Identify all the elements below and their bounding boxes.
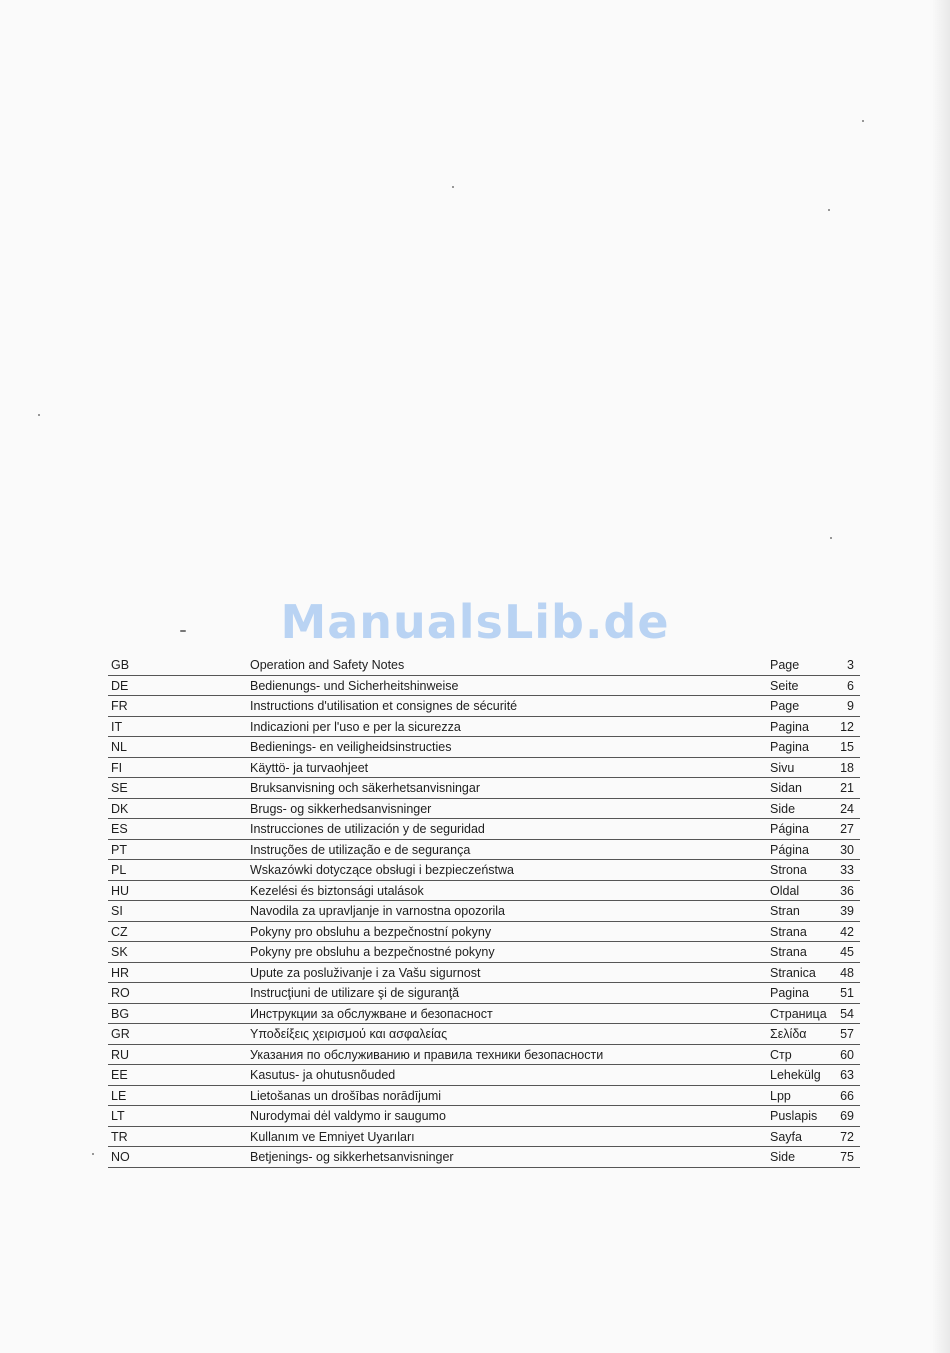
language-code: SE	[111, 781, 128, 795]
language-code: LE	[111, 1088, 127, 1103]
page-label: Page	[770, 699, 800, 713]
page-label: Pagina	[770, 719, 809, 734]
section-title: Operation and Safety Notes	[250, 658, 405, 672]
page-number: 57	[840, 1027, 854, 1041]
section-title: Instrucciones de utilización y de seguridad	[250, 822, 485, 836]
scan-speck	[830, 537, 832, 539]
page-number: 30	[840, 842, 854, 857]
section-title: Bedienungs- und Sicherheitshinweise	[250, 678, 459, 693]
page-number: 66	[840, 1088, 854, 1103]
language-code: ES	[111, 822, 128, 836]
page-label: Sivu	[770, 760, 795, 775]
toc-row	[108, 1004, 860, 1025]
language-code: LT	[111, 1109, 125, 1123]
section-title: Betjenings- og sikkerhetsanvisninger	[250, 1150, 454, 1164]
toc-row	[108, 963, 860, 984]
language-code: NL	[111, 740, 127, 754]
section-title: Pokyny pro obsluhu a bezpečnostní pokyny	[250, 924, 492, 939]
section-title: Bruksanvisning och säkerhetsanvisningar	[250, 781, 480, 795]
section-title: Indicazioni per l'uso e per la sicurezza	[250, 719, 461, 734]
toc-row	[108, 840, 860, 861]
page-number: 6	[847, 678, 854, 693]
page-label: Puslapis	[770, 1109, 818, 1123]
page-number: 51	[840, 986, 854, 1000]
page-number: 60	[840, 1047, 854, 1062]
section-title: Brugs- og sikkerhedsanvisninger	[250, 801, 432, 816]
page-number: 69	[840, 1109, 854, 1123]
toc-row	[108, 778, 860, 799]
language-code: GB	[111, 658, 130, 672]
page-label: Lpp	[770, 1088, 791, 1103]
language-code: FR	[111, 699, 128, 713]
page-label: Seite	[770, 678, 799, 693]
toc-row	[108, 922, 860, 943]
page-number: 27	[840, 822, 854, 836]
page-label: Strana	[770, 924, 807, 939]
language-code: SK	[111, 945, 128, 959]
section-title: Wskazówki dotyczące obsługi i bezpieczeństwa	[250, 863, 515, 877]
page-number: 72	[840, 1129, 854, 1144]
language-code: DE	[111, 678, 129, 693]
toc-row	[108, 655, 860, 676]
page-number: 12	[840, 719, 854, 734]
page-number: 45	[840, 945, 854, 959]
toc-row	[108, 737, 860, 758]
scan-speck	[828, 209, 830, 211]
language-code: PL	[111, 863, 127, 877]
language-code: FI	[111, 760, 123, 775]
page-number: 24	[840, 801, 854, 816]
language-code: HU	[111, 883, 130, 898]
scan-edge-shading	[932, 0, 950, 1353]
language-code: CZ	[111, 924, 128, 939]
page-label: Página	[770, 842, 809, 857]
toc-row	[108, 799, 860, 820]
page-label: Side	[770, 1150, 796, 1164]
page-label: Pagina	[770, 986, 809, 1000]
section-title: Kasutus- ja ohutusnõuded	[250, 1068, 396, 1082]
toc-row	[108, 676, 860, 697]
page-number: 9	[847, 699, 854, 713]
page-label: Lehekülg	[770, 1068, 821, 1082]
page-number: 21	[840, 781, 854, 795]
page-label: Pagina	[770, 740, 809, 754]
page-label: Página	[770, 822, 809, 836]
page-label: Side	[770, 801, 796, 816]
toc-row	[108, 758, 860, 779]
table-of-contents	[108, 655, 860, 1168]
section-title: Kezelési és biztonsági utalások	[250, 883, 424, 898]
section-title: Instruções de utilização e de segurança	[250, 842, 471, 857]
scan-speck	[862, 120, 864, 122]
language-code: PT	[111, 842, 127, 857]
page-number: 18	[840, 760, 854, 775]
page-number: 33	[840, 863, 854, 877]
page-number: 54	[840, 1006, 854, 1021]
toc-row	[108, 1106, 860, 1127]
language-code: RU	[111, 1047, 130, 1062]
language-code: HR	[111, 965, 130, 980]
toc-row	[108, 942, 860, 963]
scan-speck	[38, 414, 40, 416]
section-title: Instructions d'utilisation et consignes de sécurité	[250, 699, 518, 713]
page-label: Oldal	[770, 883, 800, 898]
section-title: Инструкции за обслужване и безопасност	[250, 1006, 493, 1021]
section-title: Navodila za upravljanje in varnostna opozorila	[250, 904, 506, 918]
section-title: Pokyny pre obsluhu a bezpečnostné pokyny	[250, 945, 495, 959]
section-title: Υποδείξεις χειρισμού και ασφαλείας	[250, 1027, 448, 1041]
page-label: Σελίδα	[770, 1027, 807, 1041]
page-label: Stran	[770, 904, 800, 918]
page-label: Page	[770, 658, 800, 672]
section-title: Lietošanas un drošības norādījumi	[250, 1088, 442, 1103]
section-title: Указания по обслуживанию и правила техники безопасности	[250, 1047, 604, 1062]
page-label: Sidan	[770, 781, 802, 795]
toc-row	[108, 1065, 860, 1086]
toc-row	[108, 696, 860, 717]
page-label: Strona	[770, 863, 807, 877]
page-label: Strana	[770, 945, 807, 959]
page-label: Stranica	[770, 965, 816, 980]
language-code: TR	[111, 1129, 128, 1144]
page-number: 15	[840, 740, 854, 754]
language-code: RO	[111, 986, 130, 1000]
page-number: 75	[840, 1150, 854, 1164]
section-title: Käyttö- ja turvaohjeet	[250, 760, 369, 775]
toc-row	[108, 860, 860, 881]
page-label: Стр	[770, 1047, 792, 1062]
toc-row	[108, 1086, 860, 1107]
watermark: ManualsLib.de	[280, 595, 670, 649]
section-title: Instrucţiuni de utilizare şi de siguranţă	[250, 986, 460, 1000]
toc-row	[108, 1147, 860, 1168]
toc-row	[108, 1127, 860, 1148]
toc-row	[108, 819, 860, 840]
language-code: IT	[111, 719, 123, 734]
language-code: NO	[111, 1150, 130, 1164]
page-number: 39	[840, 904, 854, 918]
toc-row	[108, 1024, 860, 1045]
page-number: 63	[840, 1068, 854, 1082]
toc-row	[108, 901, 860, 922]
language-code: GR	[111, 1027, 130, 1041]
page-number: 36	[840, 883, 854, 898]
toc-row	[108, 881, 860, 902]
toc-row	[108, 983, 860, 1004]
section-title: Kullanım ve Emniyet Uyarıları	[250, 1129, 415, 1144]
language-code: SI	[111, 904, 123, 918]
page-number: 42	[840, 924, 854, 939]
page-label: Sayfa	[770, 1129, 802, 1144]
page-label: Страница	[770, 1006, 827, 1021]
language-code: BG	[111, 1006, 130, 1021]
scan-speck	[92, 1153, 94, 1155]
toc-row	[108, 717, 860, 738]
language-code: EE	[111, 1068, 128, 1082]
page-number: 3	[847, 658, 854, 672]
language-code: DK	[111, 801, 129, 816]
section-title: Upute za posluživanje i za Vašu sigurnost	[250, 965, 481, 980]
page-number: 48	[840, 965, 854, 980]
toc-row	[108, 1045, 860, 1066]
section-title: Bedienings- en veiligheidsinstructies	[250, 740, 452, 754]
section-title: Nurodymai dėl valdymo ir saugumo	[250, 1109, 446, 1123]
scan-speck	[452, 186, 454, 188]
